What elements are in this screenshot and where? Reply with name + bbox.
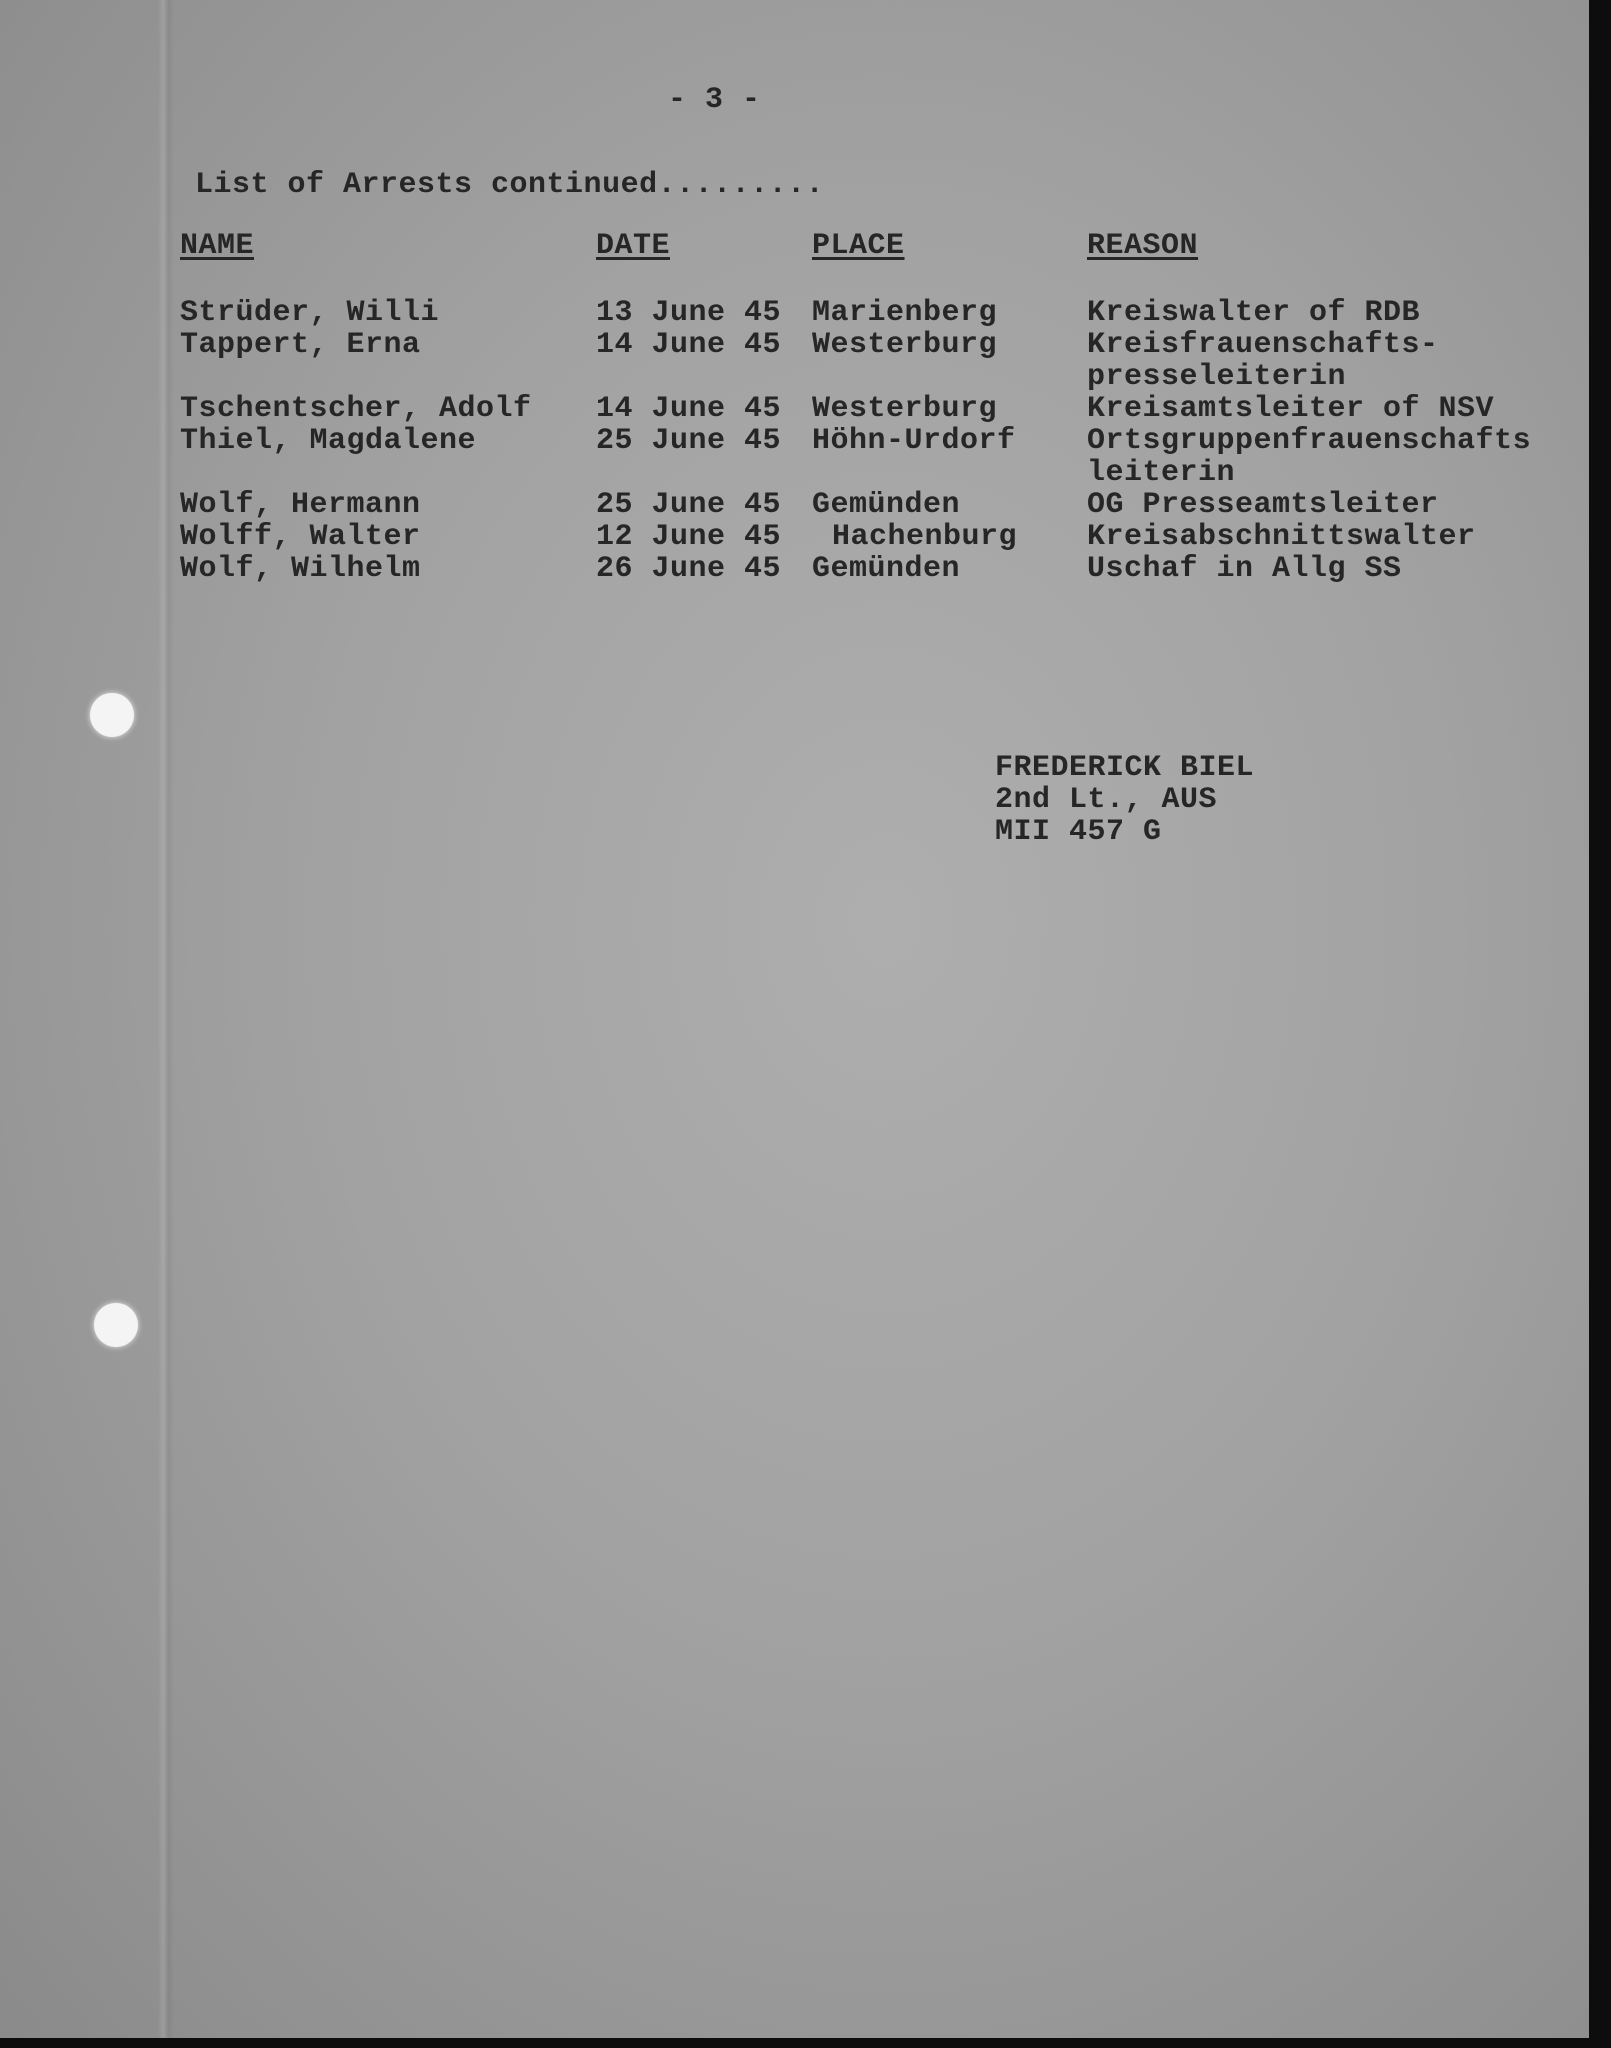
signature-name: FREDERICK BIEL (995, 751, 1255, 785)
row-name: Tschentscher, Adolf (180, 392, 532, 426)
row-place: Marienberg (812, 296, 998, 330)
row-name: Tappert, Erna (180, 328, 421, 362)
punch-hole-bottom (94, 1303, 138, 1347)
row-date: 26 June 45 (596, 552, 782, 586)
row-place: Westerburg (812, 328, 998, 362)
page-number: - 3 - (668, 83, 761, 117)
row-name: Wolf, Hermann (180, 488, 421, 522)
row-name: Strüder, Willi (180, 296, 440, 330)
row-place: Höhn-Urdorf (812, 424, 1016, 458)
row-place: Hachenburg (832, 520, 1018, 554)
row-date: 14 June 45 (596, 328, 782, 362)
column-header-place: PLACE (812, 229, 905, 263)
row-reason: Ortsgruppenfrauenschafts (1087, 424, 1532, 458)
signature-rank: 2nd Lt., AUS (995, 783, 1218, 817)
column-header-date: DATE (596, 229, 671, 263)
row-reason-continued: leiterin (1087, 456, 1236, 490)
row-place: Gemünden (812, 552, 961, 586)
column-header-reason: REASON (1087, 229, 1199, 263)
row-place: Gemünden (812, 488, 961, 522)
row-reason: Kreiswalter of RDB (1087, 296, 1421, 330)
punch-hole-top (90, 693, 134, 737)
paper-fold (158, 0, 174, 2048)
row-reason: Uschaf in Allg SS (1087, 552, 1402, 586)
row-name: Thiel, Magdalene (180, 424, 477, 458)
row-reason: Kreisamtsleiter of NSV (1087, 392, 1495, 426)
row-date: 14 June 45 (596, 392, 782, 426)
row-reason: OG Presseamtsleiter (1087, 488, 1439, 522)
scan-border-bottom (0, 2038, 1611, 2048)
signature-unit: MII 457 G (995, 815, 1162, 849)
row-place: Westerburg (812, 392, 998, 426)
row-reason-continued: presseleiterin (1087, 360, 1347, 394)
scan-border-right (1589, 0, 1611, 2048)
row-date: 25 June 45 (596, 488, 782, 522)
row-reason: Kreisabschnittswalter (1087, 520, 1476, 554)
heading: List of Arrests continued......... (195, 168, 825, 202)
column-header-name: NAME (180, 229, 255, 263)
row-date: 12 June 45 (596, 520, 782, 554)
row-date: 13 June 45 (596, 296, 782, 330)
row-name: Wolf, Wilhelm (180, 552, 421, 586)
row-date: 25 June 45 (596, 424, 782, 458)
row-name: Wolff, Walter (180, 520, 421, 554)
row-reason: Kreisfrauenschafts- (1087, 328, 1439, 362)
